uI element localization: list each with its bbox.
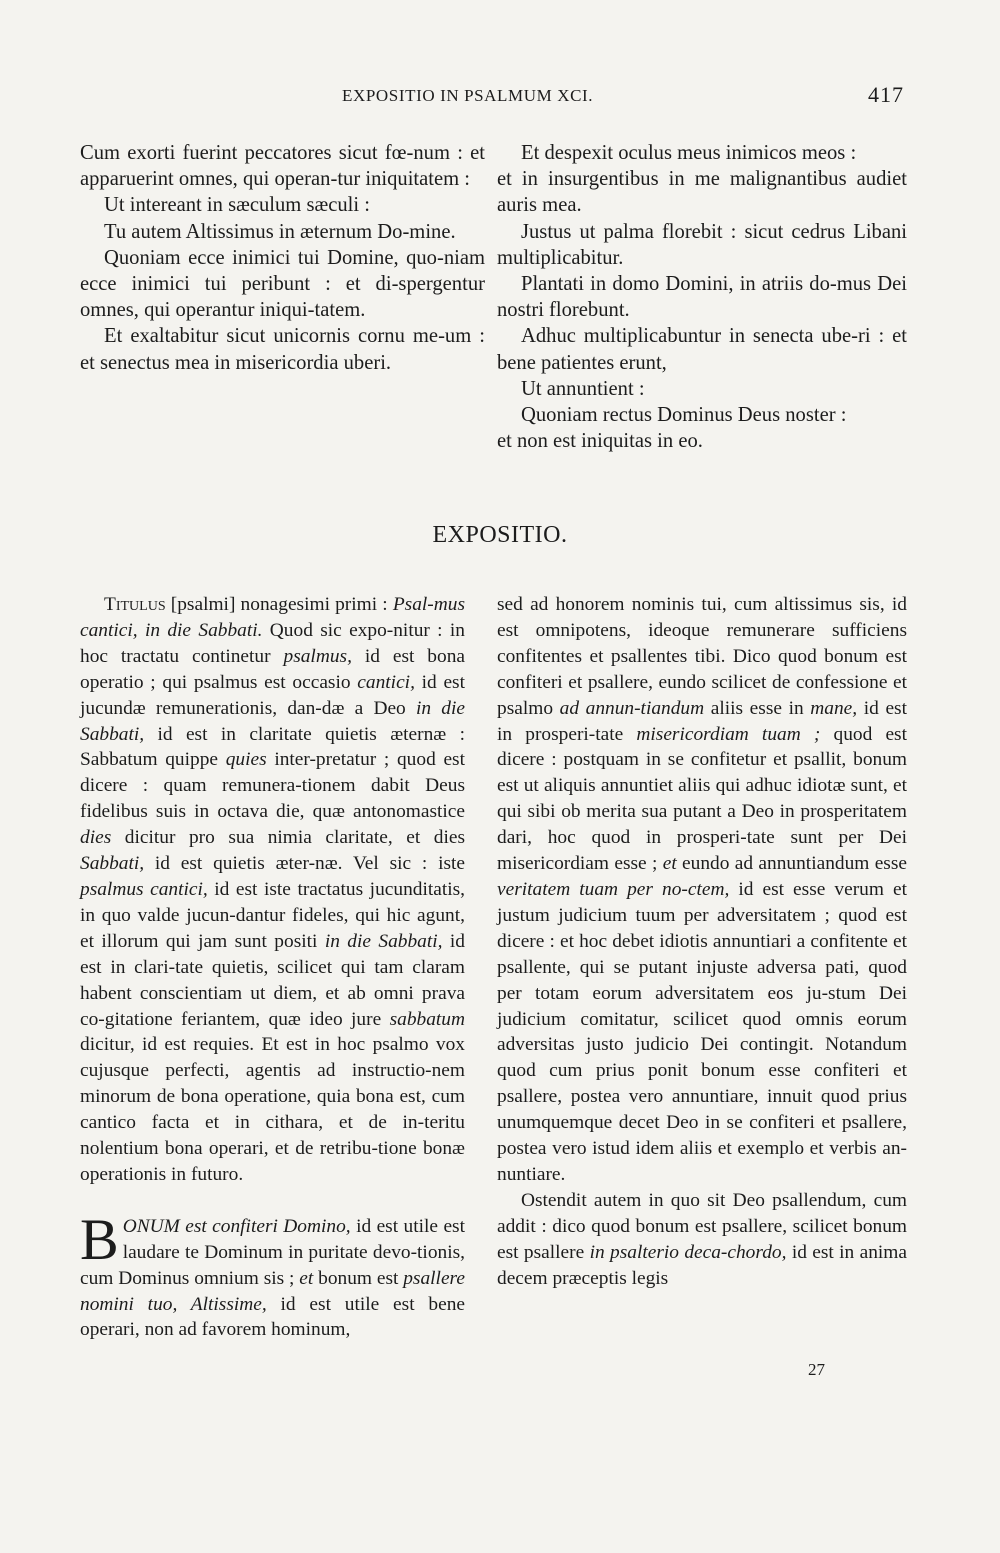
psalm-verse: Cum exorti fuerint peccatores sicut fœ-num : et apparuerint omnes, qui operan-tur iniquitatem : <box>80 142 485 191</box>
italic-run: psalmus cantici, <box>80 878 208 900</box>
text-run: Ostendit autem in quo sit Deo psallendum, cum addit : dico quod bonum est psallere, scilicet bonum est psallere <box>497 1189 907 1263</box>
psalm-verse: Tu autem Altissimus in æternum Do-mine. <box>104 220 456 243</box>
text-run: id est bona operatio ; qui psalmus est occasio <box>80 645 465 693</box>
text-run: quod est dicere : postquam in se confitetur et psallit, bonum est ut aliquis annuntiet aliis qui adhuc idiotæ sunt, et qui sibi ob merita sua putant a Deo in prosperitatem dari, hoc quod in prosperi-tate sunt per Dei misericordiam esse ; <box>497 723 907 875</box>
psalm-text-left-column <box>80 140 485 376</box>
psalm-verse: Quoniam rectus Dominus Deus noster : <box>521 404 847 427</box>
page-number: 417 <box>868 82 904 107</box>
commentary-left-column <box>80 592 465 1343</box>
italic-run: psallere nomini tuo, Altissime, <box>80 1267 465 1315</box>
text-run: bonum est <box>313 1267 404 1289</box>
psalm-verse: Et exaltabitur sicut unicornis cornu me-um : et senectus mea in misericordia uberi. <box>80 325 485 374</box>
italic-run: in psalterio deca-chordo, <box>589 1241 787 1263</box>
text-run: eundo ad annuntiandum esse <box>676 853 908 875</box>
italic-run: mane, <box>810 697 858 719</box>
italic-run: Sabbati, <box>80 853 145 875</box>
italic-run: et <box>662 853 677 875</box>
signature-mark: 27 <box>808 1360 825 1379</box>
drop-cap: B <box>80 1206 119 1272</box>
psalm-verse: Ut intereant in sæculum sæculi : <box>104 194 370 217</box>
italic-run: ONUM <box>122 1215 180 1237</box>
italic-run: est confiteri Domino, <box>179 1215 351 1237</box>
italic-run: quies <box>225 749 267 771</box>
commentary-paragraph <box>80 1206 466 1344</box>
italic-run: Psal-mus cantici, in die Sabbati. <box>80 594 465 641</box>
commentary-right-column <box>497 592 907 1291</box>
italic-run: in die Sabbati, <box>80 697 465 745</box>
text-run: id est utile est laudare te Dominum in puritate devo-tionis, cum Dominus omnium sis ; <box>80 1215 465 1289</box>
text-run: aliis esse in <box>704 697 811 719</box>
italic-run: et <box>299 1267 314 1289</box>
text-run: id est in claritate quietis æternæ : Sabbatum quippe <box>80 723 465 771</box>
psalm-verse: et non est iniquitas in eo. <box>497 430 703 453</box>
text-run: dicitur, id est requies. Et est in hoc psalmo vox cujusque perfecti, agentis ad instructio-nem minorum de bona operatione, quia bona est, cum cantico facta et in cithara, et de in-teritu nolentium bona operari, et de retribu-tione bonæ operationis in futuro. <box>80 1034 465 1185</box>
italic-run: veritatem tuam per no-ctem, <box>497 878 730 900</box>
text-run: sed ad honorem nominis tui, cum altissimus sis, id est omnipotens, ideoque remunerare sufficiens confitentes et psallentes tibi. Dico quod bonum est confiteri et psallere, eundo scilicet de confessione et psalmo <box>497 594 907 719</box>
italic-run: dies <box>80 827 112 849</box>
italic-run: misericordiam tuam ; <box>636 723 821 745</box>
psalm-text-right-column <box>497 140 907 454</box>
text-run: inter-pretatur ; quod est dicere : quam remunera-tionem dabit Deus fidelibus suis in octava die, quæ antonomastice <box>80 749 465 823</box>
psalm-verse: Et despexit oculus meus inimicos meos : <box>521 142 857 164</box>
page-header <box>0 84 1000 114</box>
psalm-verse: Ut annuntient : <box>521 377 645 400</box>
text-run: id est in clari-tate quietis, scilicet qui tam claram habent conscientiam ut diem, et ab omni prava co-gitatione feriantem, quæ ideo jure <box>80 930 465 1030</box>
text-run: id est in prosperi-tate <box>497 697 907 745</box>
italic-run: sabbatum <box>389 1008 465 1030</box>
psalm-verse: Quoniam ecce inimici tui Domine, quo-niam ecce inimici tui peribunt : et di-spergentur omnes, qui operantur iniqui-tatem. <box>80 246 485 322</box>
italic-run: psalmus, <box>283 645 352 667</box>
title-word: Titulus <box>104 594 166 615</box>
text-run: id est in anima decem præceptis legis <box>497 1241 907 1289</box>
text-run: [psalmi] nonagesimi primi : <box>165 594 393 615</box>
text-run: id est esse verum et justum judicium tuum per adversitatem ; quod est dicere : et hoc debet idiotis annuntiari a confitente et psallente, qui se putant injuste adversa pati, quod per totam eorum adversitatem eos ju-stum Dei judicium comitatur, scilicet quod omnis eorum adversitas justo judicio Dei contingit. Notandum quod cum prius ponit bonum esse confiteri et psallere, postea vero annuntiare, innuit quod prius unumquemque decet Deo in se confiteri et psallere, postea vero istud idem aliis et exemplo et verbis an-nuntiare. <box>497 878 907 1185</box>
text-run: id est jucundæ remunerationis, dan-dæ a Deo <box>80 671 465 719</box>
text-run: id est utile est bene operari, non ad favorem hominum, <box>80 1293 466 1341</box>
text-run: id est quietis æter-næ. Vel sic : iste <box>144 853 465 875</box>
psalm-verse: Justus ut palma florebit : sicut cedrus Libani multiplicabitur. <box>497 220 907 269</box>
text-run: Quod sic expo-nitur : in hoc tractatu continetur <box>80 619 465 667</box>
italic-run: in die Sabbati, <box>324 930 443 952</box>
text-run: id est iste tractatus jucunditatis, in quo valde jucun-dantur fideles, qui hic agunt, et illorum qui jam sunt positi <box>80 878 466 952</box>
commentary-paragraph <box>497 592 907 1188</box>
psalm-verse: Plantati in domo Domini, in atriis do-mus Dei nostri florebunt. <box>497 273 907 322</box>
commentary-paragraph <box>80 592 465 1188</box>
italic-run: ad annun-tiandum <box>559 697 705 719</box>
italic-run: cantici, <box>357 671 415 693</box>
psalm-verse: et in insurgentibus in me malignantibus audiet auris mea. <box>497 168 907 217</box>
commentary-paragraph <box>497 1188 907 1292</box>
psalm-verse: Adhuc multiplicabuntur in senecta ube-ri : et bene patientes erunt, <box>497 325 907 374</box>
text-run: dicitur pro sua nimia claritate, et dies <box>111 827 465 849</box>
running-title: EXPOSITIO IN PSALMUM XCI. <box>342 86 594 105</box>
section-heading: EXPOSITIO. <box>432 522 568 548</box>
